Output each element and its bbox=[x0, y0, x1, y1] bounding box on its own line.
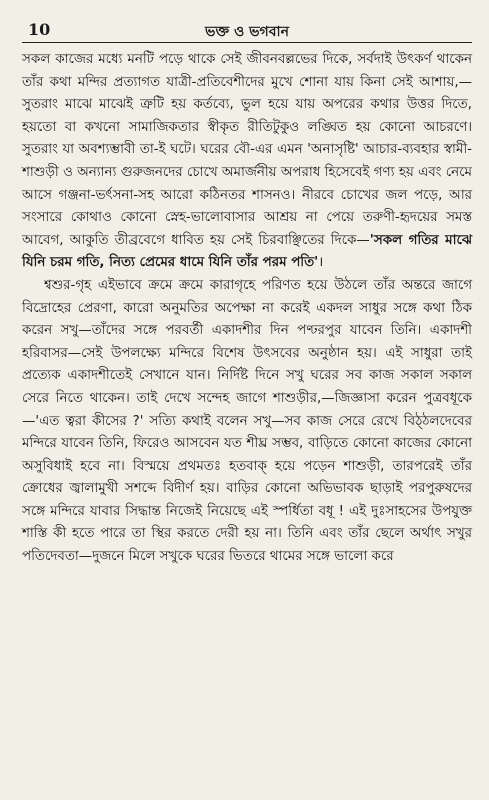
page-header bbox=[22, 12, 472, 43]
paragraph-1-emphasis: 'সকল গতির মাঝে যিনি চরম গতি, নিত্য প্রেমের ধামে যিনি তাঁর পরম পতি' bbox=[22, 232, 472, 271]
running-title: ভক্ত ও ভগবান bbox=[205, 24, 289, 40]
paragraph-1-text: সকল কাজের মধ্যে মনটি পড়ে থাকে সেই জীবনবল্লভের দিকে, সর্বদাই উৎকর্ণ থাকেন তাঁর কথা মন্দির প্রত্যাগত যাত্রী-প্রতিবেশীদের মুখে শোনা যায় কিনা সেই আশায়,—সুতরাং মাঝে মাঝেই ত্রুটি হয় কর্তব্যে, ভুল হয়ে যায় অপরের কথার উত্তর দিতে, হয়তো বা কখনো সামাজিকতার স্বীকৃত রীতিটুকুও লঙ্ঘিত হয় কোনো আচরণে। সুতরাং যা অবশ্যম্ভাবী তা-ই ঘটে। ঘরের বৌ-এর এমন 'অনাসৃষ্টি' আচার-ব্যবহার স্বামী-শাশুড়ী ও অন্যান্য গুরুজনদের চোখে অমার্জনীয় অপরাধ হিসেবেই গণ্য হয় এবং নেমে আসে গঞ্জনা-ভর্ৎসনা-সহ আরো কঠিনতর শাসনও। নীরবে চোখের জল পড়ে, আর সংসারে কোথাও কোনো স্নেহ-ভালোবাসার আশ্রয় না পেয়ে তরুণী-হৃদয়ের সমস্ত আবেগ, আকুতি তীব্রবেগে ধাবিত হয় সেই চিরবাঞ্ছিতের দিকে— bbox=[22, 52, 472, 248]
paragraph-1 bbox=[22, 49, 472, 275]
paragraph-1-end: । bbox=[318, 255, 324, 271]
paragraph-2: শ্বশুর-গৃহ এইভাবে ক্রমে ক্রমে কারাগৃহে পরিণত হয়ে উঠলে তাঁর অন্তরে জাগে বিদ্রোহের প্রেরণা, কারো অনুমতির অপেক্ষা না করেই একদল সাধুর সঙ্গে কথা ঠিক করেন সখু—তাঁদের সঙ্গে পরবর্তী একাদশীর দিন পণ্ঢরপুর যাবেন তিনি। একাদশী হরিবাসর—সেই উপলক্ষ্যে মন্দিরে বিশেষ উৎসবের অনুষ্ঠান হয়। এই সাধুরা তাই প্রত্যেক একাদশীতেই সেখানে যান। নির্দিষ্ট দিনে সখু ঘরের সব কাজ সকাল সকাল সেরে নিতে থাকেন। তাই দেখে সন্দেহ জাগে শাশুড়ীর,—জিজ্ঞাসা করেন পুত্রবধূকে—'এত ত্বরা কীসের ?' সত্যি কথাই বলেন সখু—সব কাজ সেরে রেখে বিঠ্ঠলদেবের মন্দিরে যাবেন তিনি, ফিরেও আসবেন যত শীঘ্র সম্ভব, বাড়িতে কোনো কাজের কোনো অসুবিধাই হবে না। বিস্ময়ে প্রথমতঃ হতবাক্ হয়ে পড়েন শাশুড়ী, তারপরেই তাঁর ক্রোধের জ্বালামুখী সশব্দে বিদীর্ণ হয়। বাড়ির কোনো অভিভাবক ছাড়াই পরপুরুষদের সঙ্গে মন্দিরে যাবার সিদ্ধান্ত নিজেই নিয়েছে এই স্পর্ধিতা বধূ ! এই দুঃসাহসের উপযুক্ত শাস্তি কী হতে পারে তা স্থির করতে দেরী হয় না। তিনি এবং তাঁর ছেলে অর্থাৎ সখুর পতিদেবতা—দুজনে মিলে সখুকে ঘরের ভিতরে থামের সঙ্গে ভালো করে bbox=[22, 277, 472, 565]
body-text bbox=[22, 49, 472, 569]
page-number: 10 bbox=[28, 20, 51, 39]
